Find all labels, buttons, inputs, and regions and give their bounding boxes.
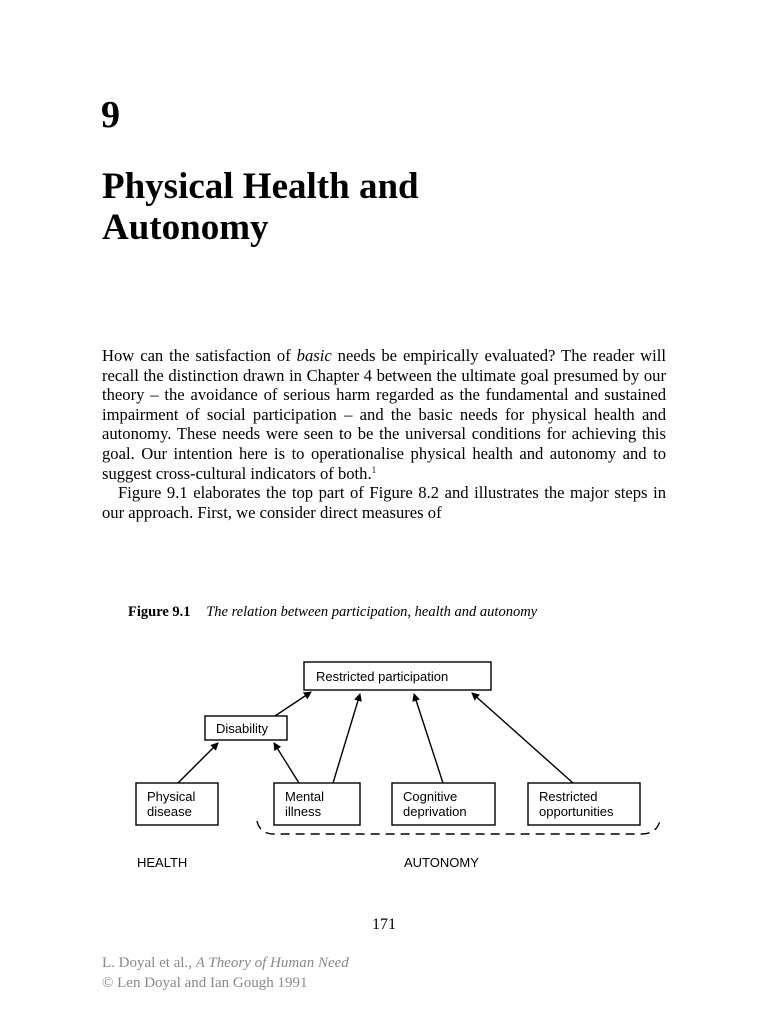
arrow-disability-to-participation xyxy=(272,692,311,718)
chapter-title-line-2: Autonomy xyxy=(102,207,269,248)
arrow-mental-to-disability xyxy=(274,743,299,783)
page-number: 171 xyxy=(372,916,396,933)
label-cognitive-line-2: deprivation xyxy=(403,804,467,819)
label-opportunities-line-2: opportunities xyxy=(539,804,614,819)
group-label-autonomy: AUTONOMY xyxy=(404,855,479,870)
label-mental-line-1: Mental xyxy=(285,789,325,804)
chapter-title xyxy=(102,166,662,248)
figure-diagram xyxy=(0,650,768,890)
figure-label: Figure 9.1 xyxy=(128,604,191,620)
footer-copyright: © Len Doyal and Ian Gough 1991 xyxy=(102,975,308,991)
arrow-opportunities-to-participation xyxy=(472,693,573,783)
label-mental-line-2: illness xyxy=(285,804,322,819)
footer-book-title: A Theory of Human Need xyxy=(195,955,349,971)
p1-emphasis: basic xyxy=(296,346,332,365)
paragraph-1 xyxy=(102,346,666,483)
paragraph-2: Figure 9.1 elaborates the top part of Figure 8.2 and illustrates the major steps in our approach. First, we consider direct measures of xyxy=(102,483,666,522)
arrow-mental-to-participation xyxy=(333,694,360,783)
p1-text-b: needs be empirically evaluated? The reader will recall the distinction drawn in Chapter 4 between the ultimate goal presumed by our theory – the avoidance of serious harm regarded as the fundamental and sustained impairment of social participation – and the basic needs for physical health and autonomy. These needs were seen to be the universal conditions for achieving this goal. Our intention here is to operationalise physical health and autonomy and to suggest cross-cultural indicators of both. xyxy=(102,346,666,483)
label-restricted-participation: Restricted participation xyxy=(316,669,449,684)
chapter-number: 9 xyxy=(101,94,120,136)
chapter-title-line-1: Physical Health and xyxy=(102,166,419,207)
label-physical-line-2: disease xyxy=(147,804,192,819)
copyright-footer xyxy=(102,953,349,993)
footer-authors: L. Doyal et al., xyxy=(102,955,196,971)
footer-citation xyxy=(102,953,349,973)
figure-caption-text: The relation between participation, health and autonomy xyxy=(206,604,538,620)
arrow-physical-to-disability xyxy=(178,743,218,783)
label-physical-line-1: Physical xyxy=(147,789,196,804)
arrow-cognitive-to-participation xyxy=(414,694,443,783)
body-text xyxy=(102,346,666,522)
label-cognitive-line-1: Cognitive xyxy=(403,789,458,804)
figure-caption xyxy=(128,604,537,621)
footnote-marker[interactable]: 1 xyxy=(371,464,377,475)
group-label-health: HEALTH xyxy=(137,855,188,870)
p1-text-a: How can the satisfaction of xyxy=(102,346,297,365)
label-disability: Disability xyxy=(216,721,269,736)
label-opportunities-line-1: Restricted xyxy=(539,789,598,804)
